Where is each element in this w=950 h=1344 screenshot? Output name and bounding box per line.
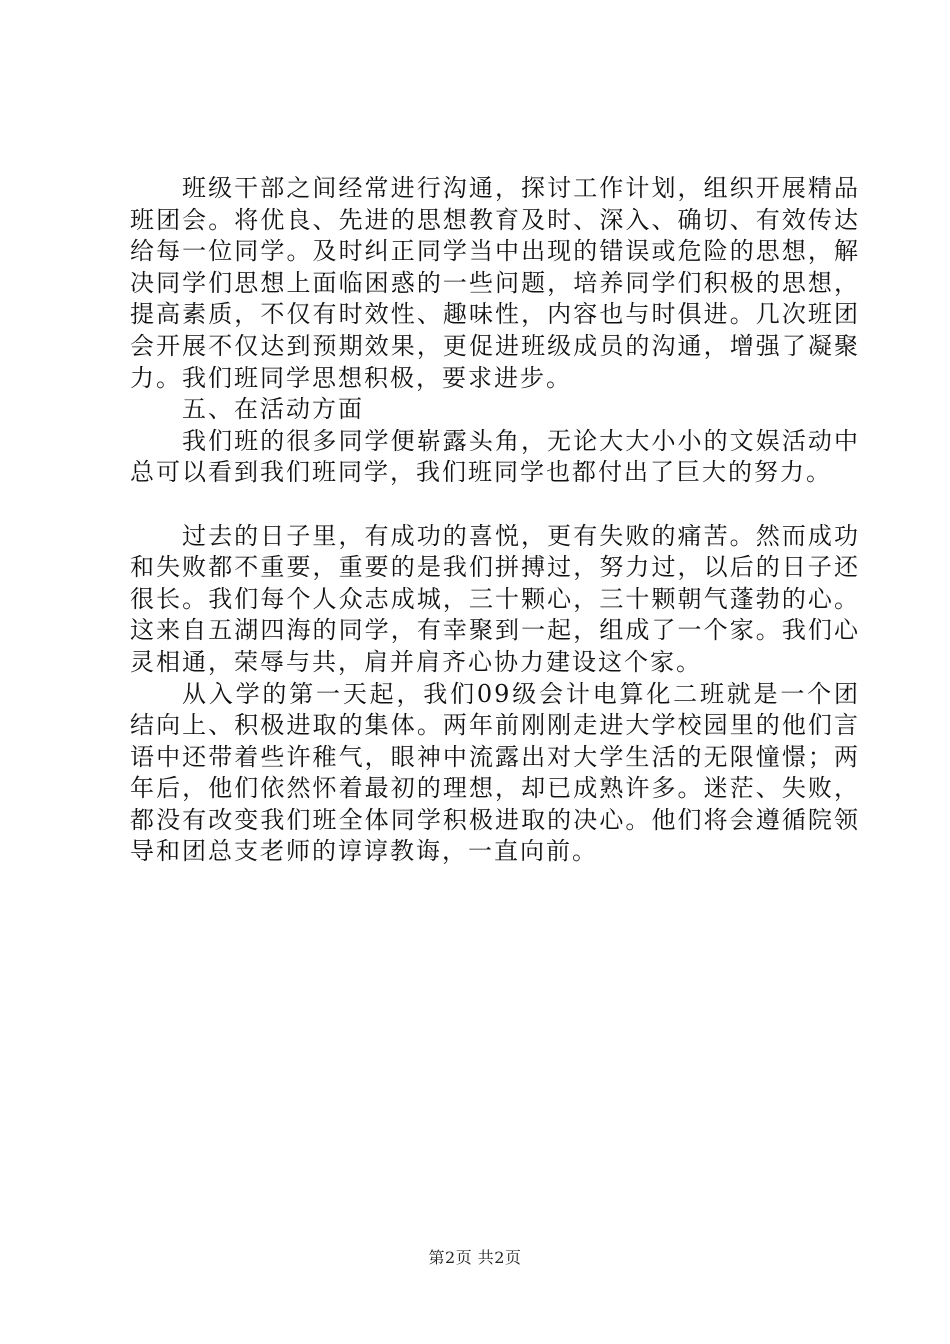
document-body: [130, 173, 860, 868]
paragraph-since-enrollment: 从入学的第一天起，我们09级会计电算化二班就是一个团结向上、积极进取的集体。两年前刚刚走进大学校园里的他们言语中还带着些许稚气，眼神中流露出对大学生活的无限憧憬；两年后，他们依然怀着最初的理想，却已成熟许多。迷茫、失败，都没有改变我们班全体同学积极进取的决心。他们将会遵循院领导和团总支老师的谆谆教诲，一直向前。: [130, 679, 860, 866]
section-heading-activities: 五、在活动方面: [182, 395, 364, 424]
paragraph-activities: 我们班的很多同学便崭露头角，无论大大小小的文娱活动中总可以看到我们班同学，我们班同学也都付出了巨大的努力。: [130, 426, 860, 487]
page-number-footer: 第2页 共2页: [428, 1248, 522, 1267]
paragraph-class-cadres: 班级干部之间经常进行沟通，探讨工作计划，组织开展精品班团会。将优良、先进的思想教育及时、深入、确切、有效传达给每一位同学。及时纠正同学当中出现的错误或危险的思想，解决同学们思想上面临困惑的一些问题，培养同学们积极的思想，提高素质，不仅有时效性、趣味性，内容也与时俱进。几次班团会开展不仅达到预期效果，更促进班级成员的沟通，增强了凝聚力。我们班同学思想积极，要求进步。: [130, 174, 860, 392]
paragraph-past-days: 过去的日子里，有成功的喜悦，更有失败的痛苦。然而成功和失败都不重要，重要的是我们拼搏过，努力过，以后的日子还很长。我们每个人众志成城，三十颗心，三十颗朝气蓬勃的心。这来自五湖四海的同学，有幸聚到一起，组成了一个家。我们心灵相通，荣辱与共，肩并肩齐心协力建设这个家。: [130, 521, 860, 676]
